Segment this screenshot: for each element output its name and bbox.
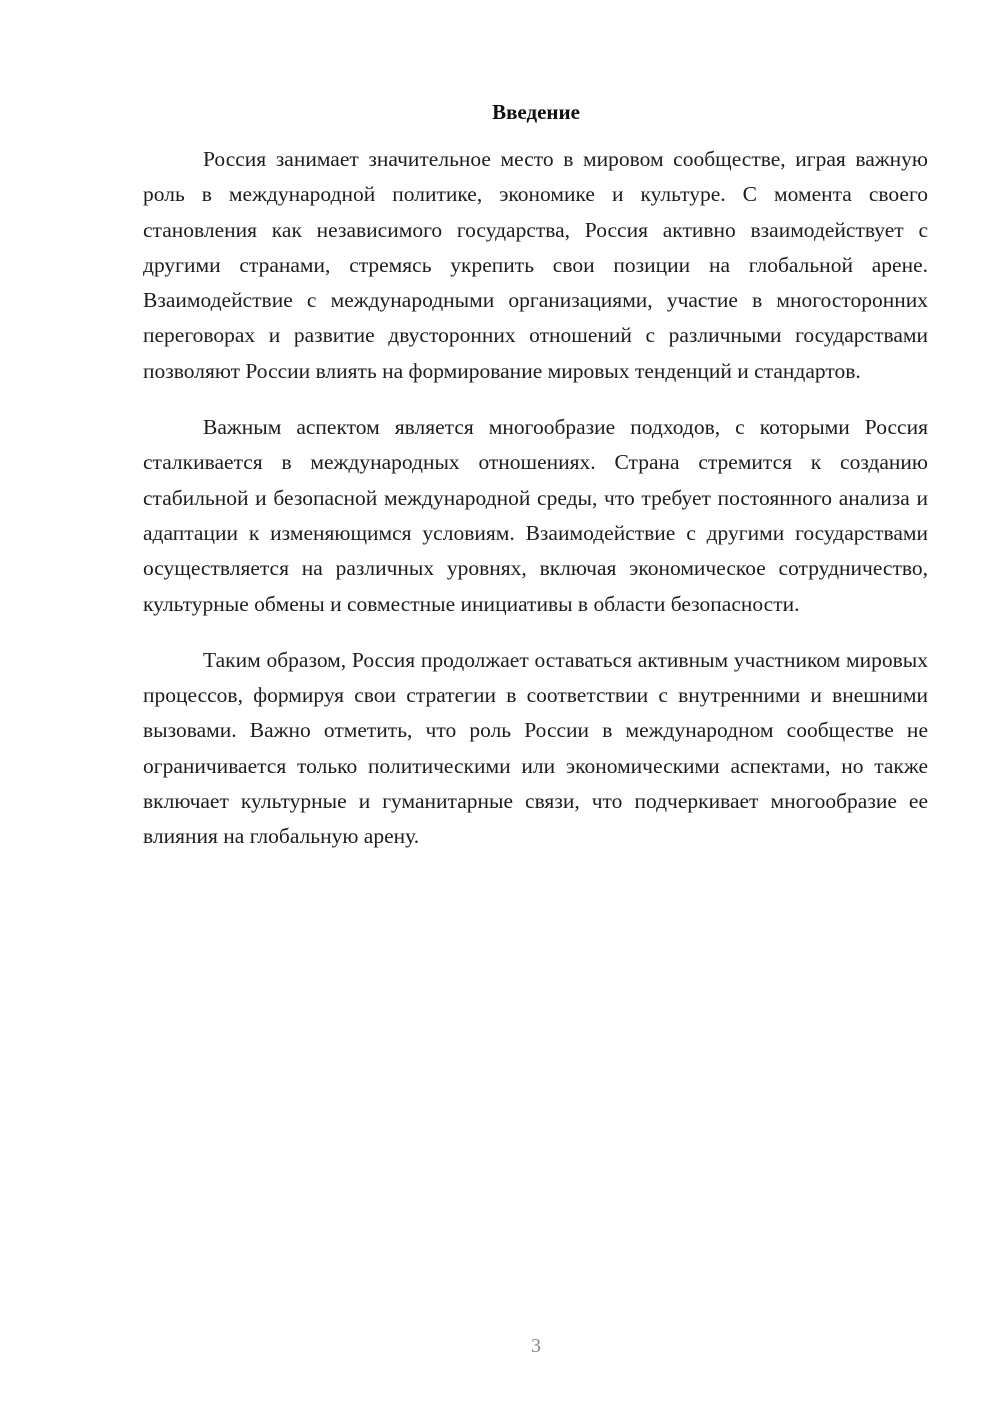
body-text <box>143 142 928 876</box>
paragraph: Важным аспектом является многообразие подходов, с которыми Россия сталкивается в международных отношениях. Страна стремится к созданию стабильной и безопасной международной среды, что требует постоянного анализа и адаптации к изменяющимся условиям. Взаимодействие с другими государствами осуществляется на различных уровнях, включая экономическое сотрудничество, культурные обмены и совместные инициативы в области безопасности. <box>143 415 928 616</box>
paragraph: Россия занимает значительное место в мировом сообществе, играя важную роль в международной политике, экономике и культуре. С момента своего становления как независимого государства, Россия активно взаимодействует с другими странами, стремясь укрепить свои позиции на глобальной арене. Взаимодействие с международными организациями, участие в многосторонних переговорах и развитие двусторонних отношений с различными государствами позволяют России влиять на формирование мировых тенденций и стандартов. <box>143 147 928 383</box>
section-heading: Введение <box>492 100 580 124</box>
paragraph: Таким образом, Россия продолжает оставаться активным участником мировых процессов, формируя свои стратегии в соответствии с внутренними и внешними вызовами. Важно отметить, что роль России в международном сообществе не ограничивается только политическими или экономическими аспектами, но также включает культурные и гуманитарные связи, что подчеркивает многообразие ее влияния на глобальную арену. <box>143 647 928 849</box>
page-number: 3 <box>531 1335 541 1357</box>
